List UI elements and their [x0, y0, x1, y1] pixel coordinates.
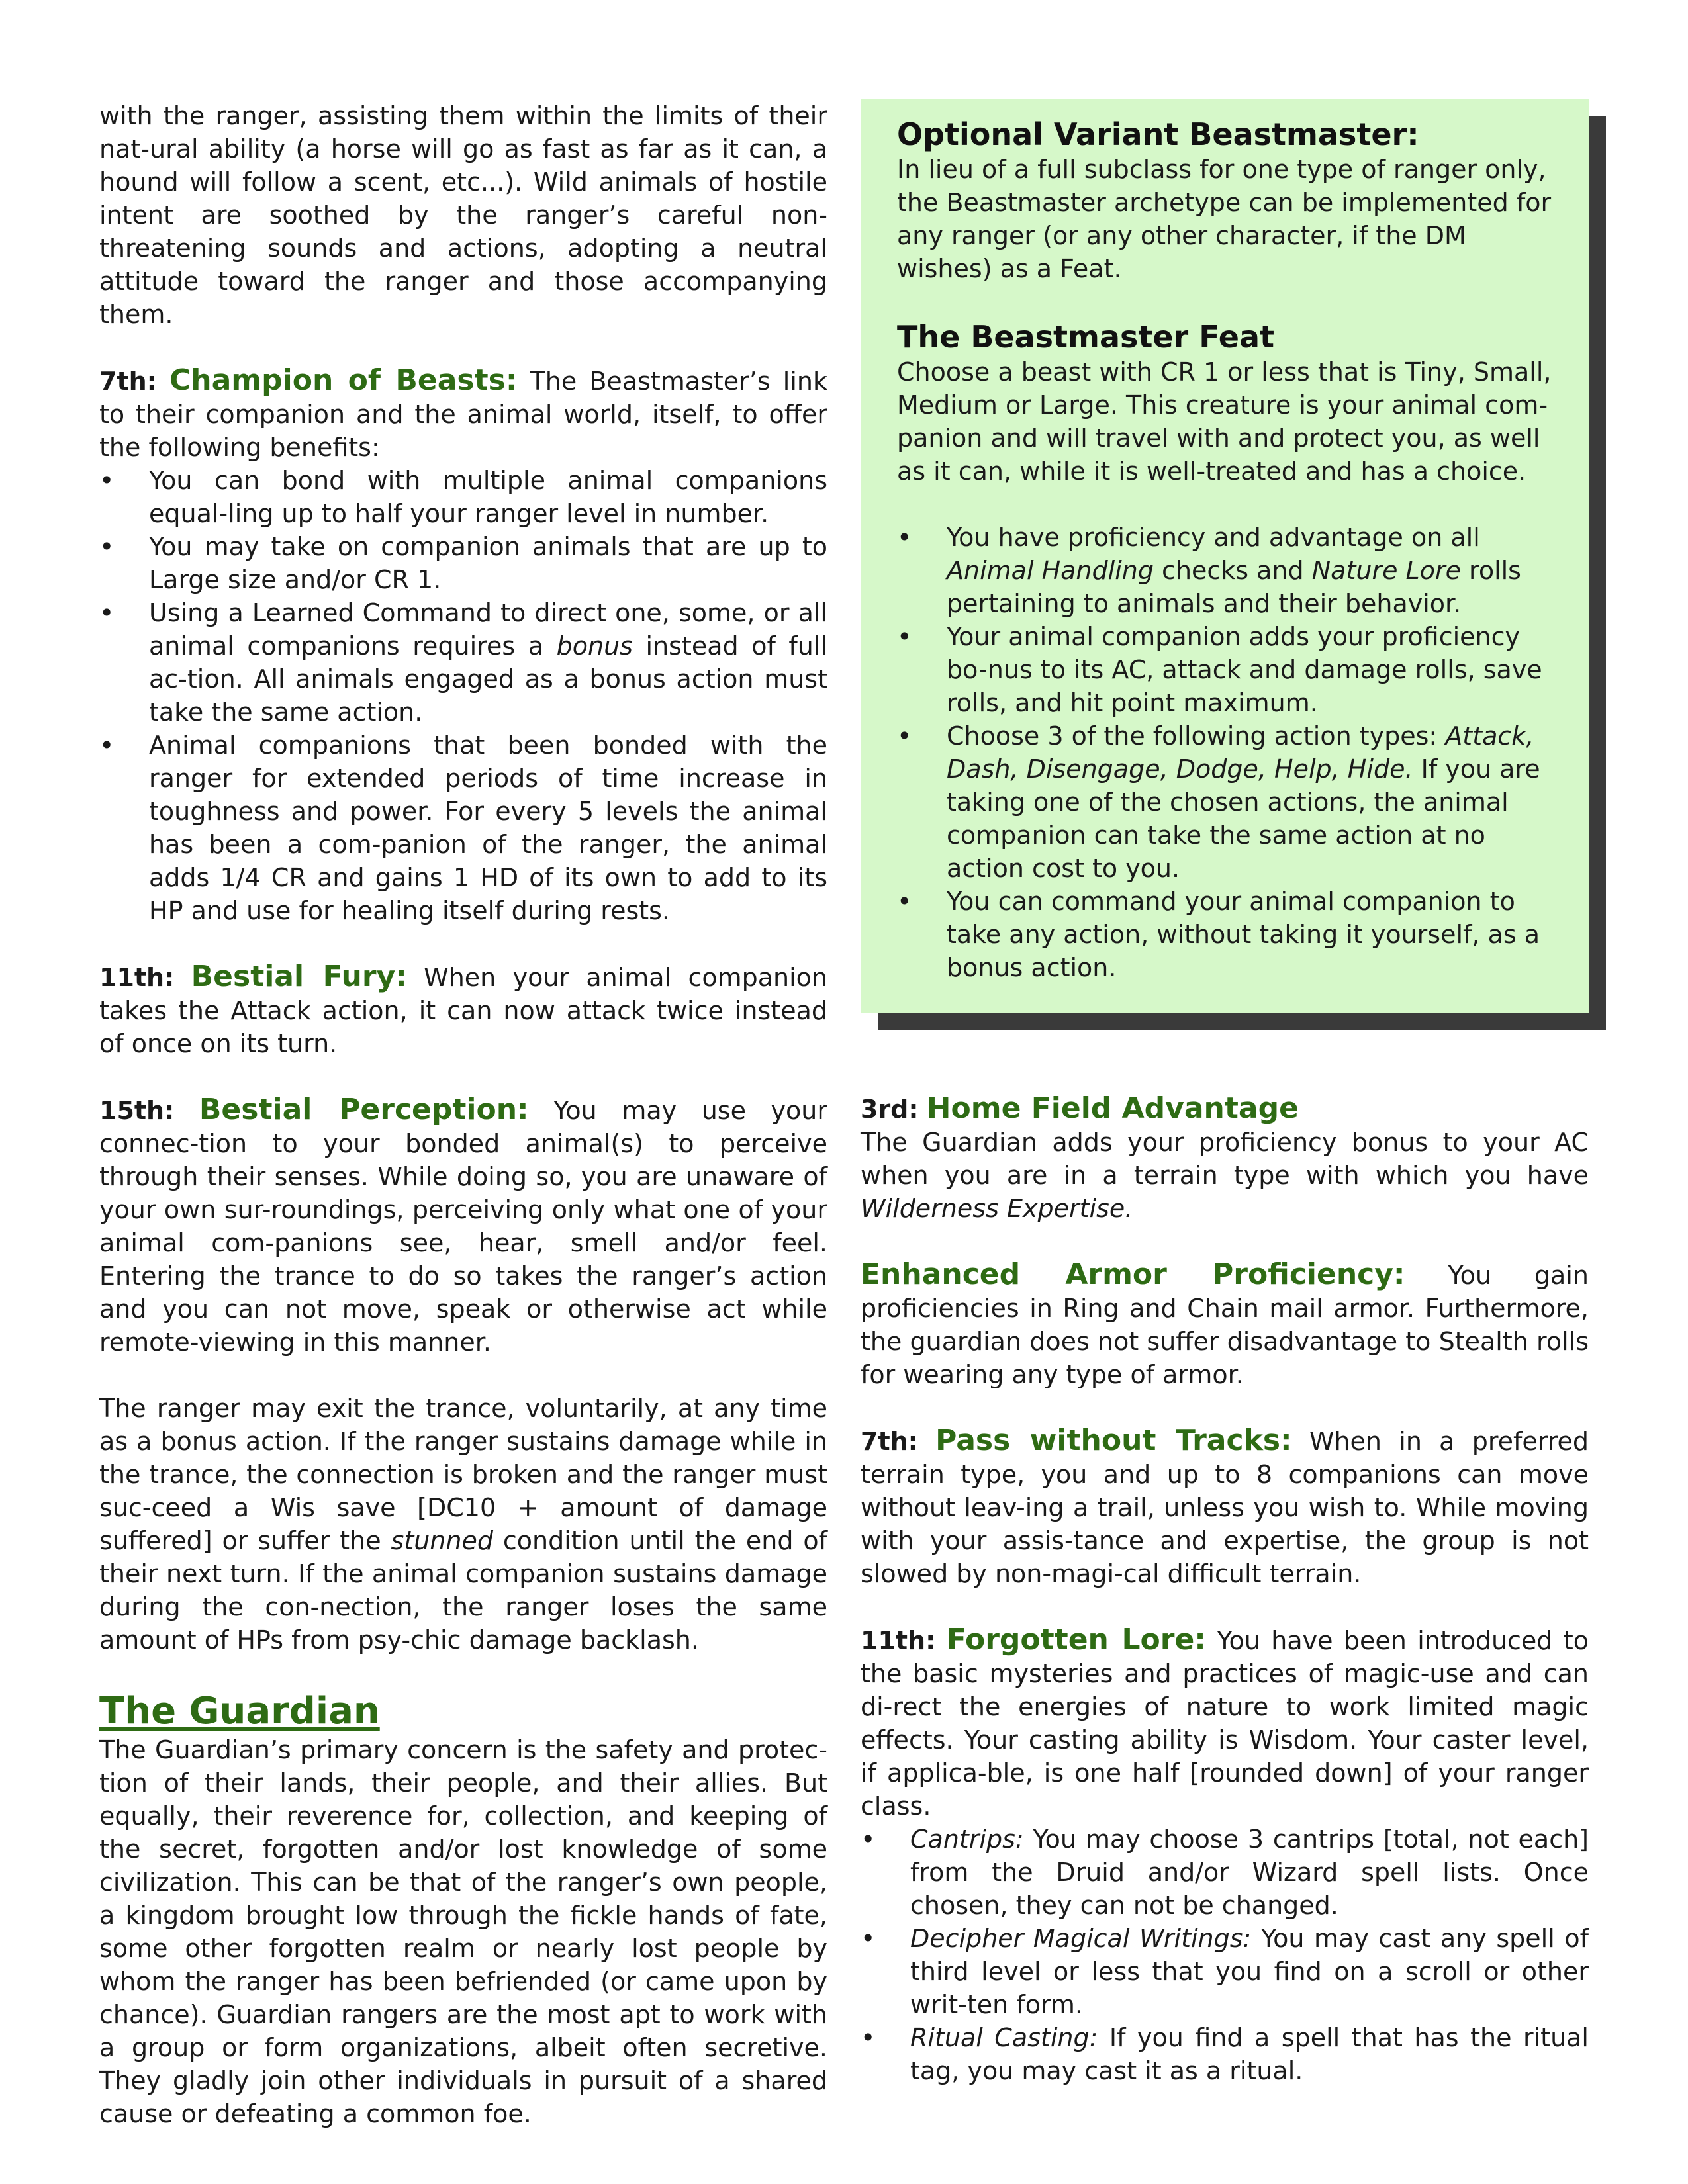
feature-text: You may use your connec-tion to your bonded animal(s) to perceive through their senses. While doing so, you are unaware of your own sur-roundings, perceiving only what one of your animal com-panions see, hear, smell and/or feel. Entering the trance to do so takes the ranger’s action and you can not move, speak or otherwise act while remote-viewing in this manner. [99, 1096, 827, 1357]
home-field-heading [861, 1092, 1589, 1126]
home-field-text [861, 1126, 1589, 1225]
feature-text: The Guardian adds your proficiency bonus to your AC when you are in a terrain type with which you have [861, 1128, 1589, 1190]
trance-paragraph [99, 1392, 827, 1657]
level-label: 15th: [99, 1096, 175, 1125]
feature-name: Champion of Beasts: [169, 363, 518, 397]
paragraph-text: condition until the end of their next turn. If the animal companion sustains damage during the con-nection, the ranger loses the same amount of HPs from psy-chic damage backlash. [99, 1526, 827, 1655]
list-item [910, 2021, 1589, 2087]
forgotten-lore-paragraph [861, 1623, 1589, 1823]
guardian-section-title: The Guardian [99, 1690, 380, 1733]
emphasis: Wilderness Expertise. [861, 1194, 1133, 1223]
list-item [910, 1823, 1589, 1922]
level-label: 3rd: [861, 1095, 919, 1124]
level-label: 7th: [99, 367, 157, 396]
feature-name: Home Field Advantage [926, 1091, 1299, 1125]
guardian-paragraph: The Guardian’s primary concern is the safety and protec-tion of their lands, their people, and their allies. But equally, their reverence for, collection, and keeping of the secret, forgotten and/or lost knowledge of some civilization. This can be that of the ranger’s own people, a kingdom brought low through the fickle hands of fate, some other forgotten realm or nearly lost people by whom the ranger has been befriended (or came upon by chance). Guardian rangers are the most apt to work with a group or form organizations, albeit often secretive. They gladly join other individuals in pursuit of a shared cause or defeating a common foe. [99, 1735, 827, 2128]
intro-paragraph: with the ranger, assisting them within the limits of their nat-ural ability (a horse will go as fast as far as it can, a hound will follow a scent, etc...). Wild animals of hostile intent are soothed by the ranger’s careful non-threatening sounds and actions, adopting a neutral attitude toward the ranger and those accompanying them. [99, 101, 827, 329]
list-item-text: You may cast any spell of third level or less that you find on a scroll or other writ-ten form. [910, 1924, 1589, 2019]
feature-name: Bestial Fury: [191, 960, 407, 993]
list-item-text: If you find a spell that has the ritual tag, you may cast it as a ritual. [910, 2023, 1589, 2085]
list-item: • Animal companions that been bonded with the ranger for extended periods of time increase in toughness and power. For every 5 levels the animal has been a com-panion of the ranger, the animal adds 1/4 CR and gains 1 HD of its own to add to its HP and use for healing itself during rests. [149, 729, 827, 927]
list-item: • You may take on companion animals that are up to Large size and/or CR 1. [149, 530, 827, 596]
list-item-text: You have proficiency and advantage on all [947, 523, 1480, 552]
bestial-fury-section [99, 960, 827, 1060]
emphasis: Animal Handling [947, 556, 1154, 585]
forgotten-lore-list [861, 1823, 1589, 2087]
list-item-text: checks and [1153, 556, 1312, 585]
champion-heading-paragraph [99, 364, 827, 464]
paragraph-text: The ranger may exit the trance, voluntarily, at any time as a bonus action. If the ranger sustains damage while in the trance, the connection is broken and the ranger must suc-ceed a Wis save [DC10 + amount of damage suffered] or suffer the [99, 1394, 827, 1555]
list-item-label: Ritual Casting: [910, 2023, 1098, 2052]
home-field-section [861, 1092, 1589, 1225]
forgotten-lore-section [861, 1623, 1589, 2087]
level-label: 7th: [861, 1427, 918, 1456]
champion-of-beasts-section [99, 364, 827, 927]
list-item [149, 596, 827, 729]
feature-name: Enhanced Armor Proficiency: [861, 1257, 1405, 1291]
list-item [947, 521, 1552, 620]
left-column [99, 99, 827, 2130]
list-item [910, 1922, 1589, 2021]
feature-name: Forgotten Lore: [946, 1623, 1206, 1657]
list-item: • You can bond with multiple animal companions equal-ling up to half your ranger level in number. [149, 464, 827, 530]
feature-text: You have been introduced to the basic mysteries and practices of magic-use and can di-rect the energies of nature to work limited magic effects. Your casting ability is Wisdom. Your caster level, if applica-ble, is one half [rounded down] of your ranger class. [861, 1626, 1589, 1821]
feature-text: When in a preferred terrain type, you and up to 8 companions can move without leav-ing a trail, unless you wish to. While moving with your assis-tance and expertise, the group is not slowed by non-magi-cal difficult terrain. [861, 1427, 1589, 1588]
list-item: • Your animal companion adds your proficiency bo-nus to its AC, attack and damage rolls, save rolls, and hit point maximum. [947, 620, 1552, 719]
sidebar-intro: In lieu of a full subclass for one type of ranger only, the Beastmaster archetype can be implemented for any ranger (or any other character, if the DM wishes) as a Feat. [897, 155, 1552, 283]
feature-text: When your animal companion takes the Attack action, it can now attack twice instead of once on its turn. [99, 963, 827, 1058]
list-item [947, 719, 1552, 885]
feat-text: Choose a beast with CR 1 or less that is Tiny, Small, Medium or Large. This creature is your animal com-panion and will travel with and protect you, as well as it can, while it is well-treated and has a choice. [897, 357, 1552, 486]
pass-without-tracks-section [861, 1424, 1589, 1590]
list-item-label: Decipher Magical Writings: [910, 1924, 1252, 1953]
armor-proficiency-section [861, 1258, 1589, 1391]
feature-name: Pass without Tracks: [935, 1424, 1292, 1457]
sidebar-title: Optional Variant Beastmaster: [897, 116, 1419, 152]
champion-benefits-list [99, 464, 827, 927]
list-item-text: You may choose 3 cantrips [total, not each] from the Druid and/or Wizard spell lists. Once chosen, they can not be changed. [910, 1825, 1589, 1920]
bestial-perception-section [99, 1093, 827, 1359]
emphasis: Attack, Dash, Disengage, Dodge, Help, Hide. [947, 721, 1534, 784]
feat-benefits-list [897, 521, 1552, 984]
list-item-text: If you are taking one of the chosen actions, the animal companion can take the same action at no action cost to you. [947, 754, 1540, 883]
feature-text: You gain proficiencies in Ring and Chain mail armor. Furthermore, the guardian does not suffer disadvantage to Stealth rolls for wearing any type of armor. [861, 1261, 1589, 1389]
list-item-text: rolls pertaining to animals and their behavior. [947, 556, 1521, 618]
list-item: • You can command your animal companion to take any action, without taking it yourself, as a bonus action. [947, 885, 1552, 984]
list-item-text: instead of full ac-tion. All animals engaged as a bonus action must take the same action. [149, 631, 827, 727]
right-column [861, 1092, 1589, 2087]
feature-text: The Beastmaster’s link to their companion and the animal world, itself, to offer the following benefits: [99, 367, 827, 462]
list-item-label: Cantrips: [910, 1825, 1024, 1854]
emphasis: stunned [391, 1526, 493, 1555]
list-item-text: Choose 3 of the following action types: [947, 721, 1446, 751]
level-label: 11th: [99, 963, 175, 992]
emphasis: bonus [556, 631, 633, 660]
feat-title: The Beastmaster Feat [897, 319, 1275, 355]
feature-name: Bestial Perception: [199, 1093, 529, 1126]
list-item-text: Using a Learned Command to direct one, some, or all animal companions requires a [149, 598, 827, 660]
emphasis: Nature Lore [1311, 556, 1461, 585]
level-label: 11th: [861, 1626, 936, 1655]
variant-beastmaster-sidebar [861, 99, 1589, 1013]
